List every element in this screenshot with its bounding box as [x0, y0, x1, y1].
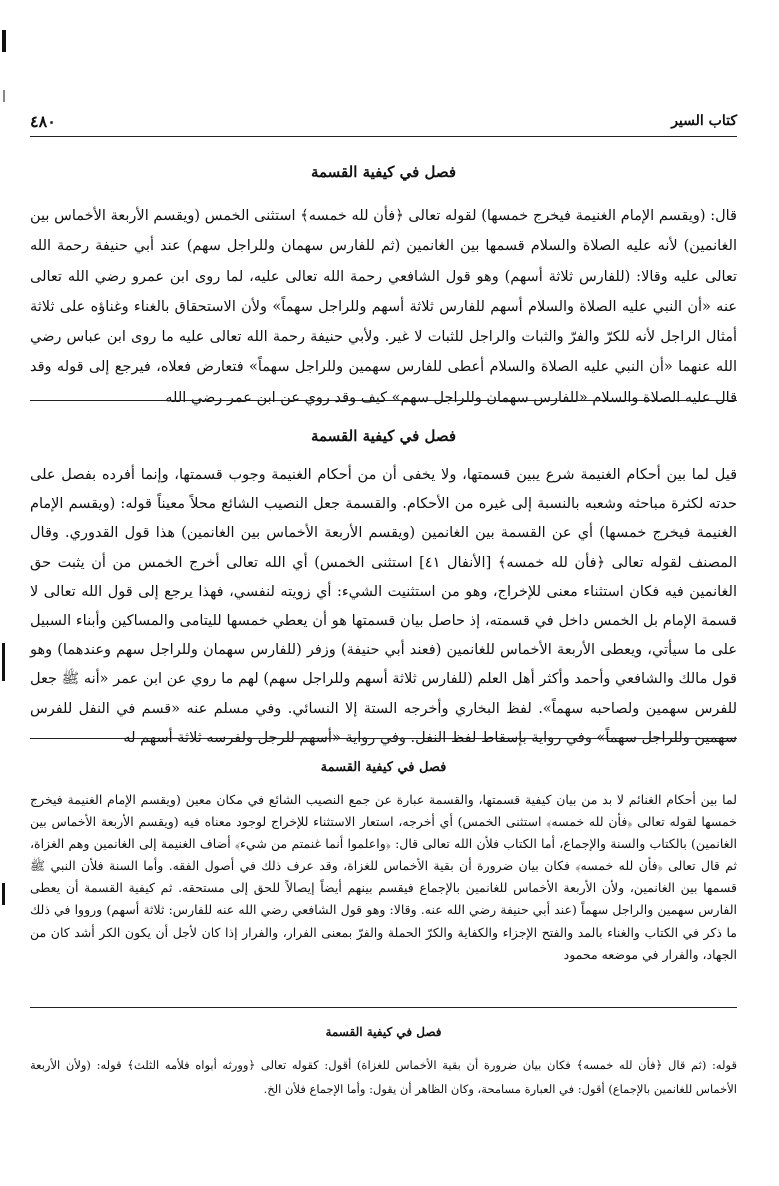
running-title: كتاب السير [671, 113, 737, 129]
scan-edge-mark-middle [2, 643, 5, 681]
commentary-section-1 [30, 427, 737, 753]
section-divider [30, 1007, 737, 1008]
scan-edge-mark-top [2, 30, 6, 52]
section-divider [30, 400, 737, 401]
scan-edge-mark-dots [3, 90, 5, 102]
page-number: ٤٨٠ [30, 112, 56, 131]
section-body: قوله: (ثم قال ﴿فأن لله خمسه﴾ فكان بيان ضرورة أن بقية الأخماس للغزاة) أقول: كقوله تعالى ﴿وورثه أبواه فلأمه الثلث﴾ قوله: (ولأن الأربعة الأخماس للغانمين بالإجماع) أقول: في العبارة مسامحة، وكان الظاهر أن يقول: وأما الإجماع فلأن الخ. [30, 1058, 737, 1096]
section-body: قال: (ويقسم الإمام الغنيمة فيخرج خمسها) لقوله تعالى ﴿فأن لله خمسه﴾ استثنى الخمس (ويقسم الأربعة الأخماس بين الغانمين) لأنه عليه الصلاة والسلام قسمها بين الغانمين (ثم للفارس سهمان وللراجل سهم) عند أبي حنيفة رحمة الله تعالى عليه وقالا: (للفارس ثلاثة أسهم) وهو قول الشافعي رحمة الله تعالى عليه، لما روى ابن عمرو رضي الله تعالى عنه «أن النبي عليه الصلاة والسلام أسهم للفارس ثلاثة أسهم وللراجل سهماً» ولأن الاستحقاق بالغناء وغناؤه على ثلاثة أمثال الراجل لأنه للكرّ والفرّ والثبات والراجل للثبات لا غير. ولأبي حنيفة رحمة الله تعالى عليه ما روى ابن عباس رضي الله عنهما «أن النبي عليه الصلاة والسلام أعطى للفارس سهمين وللراجل سهماً» فتعارض فعلاه، فيرجع إلى قوله وقد قال عليه الصلاة والسلام «للفارس سهمان وللراجل سهم» كيف وقد روي عن ابن عمر رضي الله [30, 208, 737, 406]
section-body: لما بين أحكام الغنائم لا بد من بيان كيفية قسمتها، والقسمة عبارة عن جمع النصيب الشائع في مكان معين (ويقسم الإمام الغنيمة فيخرج خمسها لقوله تعالى ﴿فأن لله خمسه﴾ استثنى الخمس) أي أخرجه، استعار الاستثناء للإخراج لوجود معناه فيه (ويقسم الأربعة الأخماس بين الغانمين) بالكتاب والسنة والإجماع، أما الكتاب فلأن الله تعالى قال: ﴿واعلموا أنما غنمتم من شيء﴾ أضاف الغنيمة إلى الغانمين وهم الغزاة، ثم قال تعالى ﴿فأن لله خمسه﴾ فكان بيان ضرورة أن بقية الأخماس للغزاة، وقد عرف ذلك في أصول الفقه. وأما السنة فلأن النبي ﷺ قسمها بين الغانمين، ولأن الأربعة الأخماس للغانمين بالإجماع فيقسم بينهم أيضاً إيصالاً للحق إلى مستحقه. ثم كيفية القسمة أن يعطى الفارس سهمين والراجل سهماً (عند أبي حنيفة رضي الله عنه. وقالا: وهو قول الشافعي رضي الله عنه للفارس: ثلاثة أسهم) ورووا في ذلك ما ذكر في الكتاب والغناء بالمد والفتح الإجزاء والكفاية والكرّ الحملة والفرّ بمعنى الفرار، والفرار إذا كان لأجل أن يكون الكر أشد كان من الجهاد، والفرار في موضعه محمود [30, 792, 737, 962]
commentary-section-2 [30, 760, 737, 966]
main-text-section [30, 163, 737, 413]
section-title: فصل في كيفية القسمة [310, 163, 457, 181]
section-body: قيل لما بين أحكام الغنيمة شرع يبين قسمتها، ولا يخفى أن من أحكام الغنيمة وجوب قسمتها، وإنما أفرده بفصل على حدته لكثرة مباحثه وشعبه بالنسبة إلى غيره من الأحكام. والقسمة جعل النصيب الشائع محلاً معيناً قوله: (ويقسم الإمام الغنيمة فيخرج خمسها) أي عن القسمة بين الغانمين (ويقسم الأربعة الأخماس بين الغانمين) هذا قول القدوري. وقال المصنف لقوله تعالى ﴿فأن لله خمسه﴾ [الأنفال ٤١] استثنى الخمس) أي الله تعالى أخرج الخمس من أن يثبت حق الغانمين فيه فكان استثناء معنى للإخراج، وهو من استثنيت الشيء: أي زويته لنفسي، فهذا يرجع إلى قول الله تعالى لا قسمة الإمام بل الخمس داخل في قسمته، إذ حاصل بيان قسمتها هو أن يعطي خمسها لليتامى والمساكين وأبناء السبيل على ما سيأتي، ويعطى الأربعة الأخماس للغانمين (فعند أبي حنيفة) وزفر (للفارس سهمان وللراجل سهم وعندهما) وهو قول مالك والشافعي وأحمد وأكثر أهل العلم (للفارس ثلاثة أسهم وللراجل سهم) لهم ما روي عن ابن عمر «أنه ﷺ جعل للفرس سهمين ولصاحبه سهماً». لفظ البخاري وأخرجه الستة إلا النسائي. وفي مسلم عنه «قسم في النفل للفرس سهمين وللراجل سهماً» وفي رواية بإسقاط لفظ النفل. وفي رواية «أسهم للرجل ولفرسه ثلاثة أسهم له [30, 467, 737, 746]
gloss-section [30, 1025, 737, 1101]
section-title: فصل في كيفية القسمة [325, 1025, 442, 1039]
scan-edge-mark-lower [2, 883, 5, 905]
section-divider [30, 738, 737, 739]
page-header [30, 112, 737, 137]
section-title: فصل في كيفية القسمة [310, 427, 457, 445]
section-title: فصل في كيفية القسمة [320, 760, 447, 775]
